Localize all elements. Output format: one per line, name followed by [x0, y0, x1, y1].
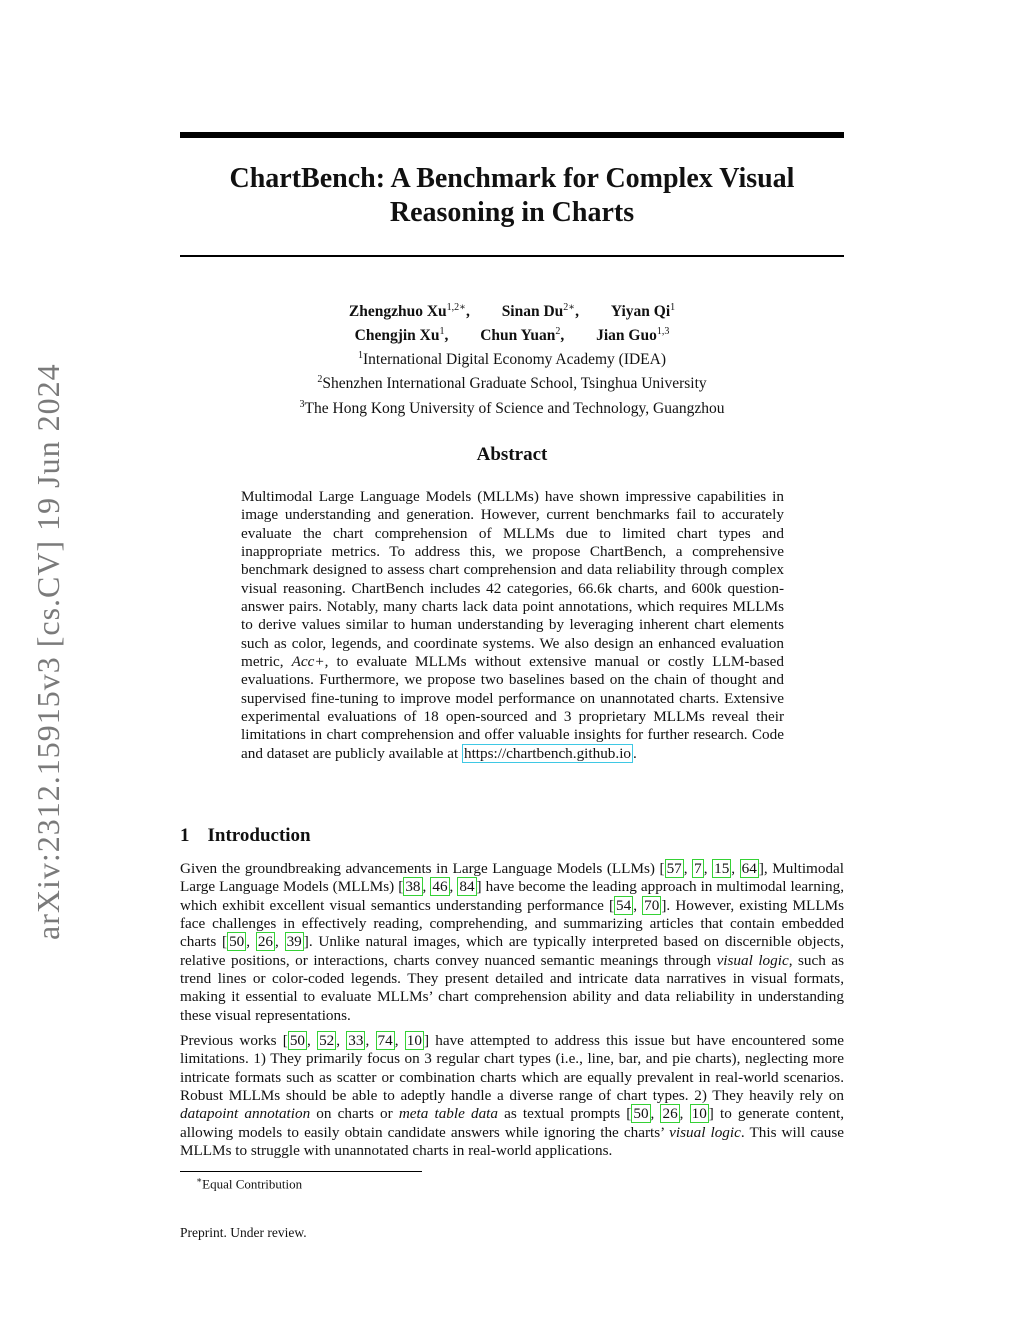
- author: Sinan $Du^{2∗}$,: [501, 302, 579, 321]
- author: Yiyan Qi$^1$: [610, 302, 676, 321]
- intro-paragraph-2: Previous works [ 50 , 52 , 33 , 74 , 10 ] have attempted to address this issue but have encountered some limitations. 1) They primarily focus on 3 regular chart types (i.e., line, bar, and pie charts), neglecting more intricate formats such as scatter or combination charts which are equally prevalent in real-world scenarios. Robust MLLMs should be able to adeptly handle a diverse range of chart types. 2) They heavily rely on datapoint annotation on charts or meta table data as textual prompts [ 50 , 26 , 10 ] to generate content, allowing models to easily obtain candidate answers while ignoring the charts’ visual logic. This will cause MLLMs to struggle with unannotated charts in real-world applications.: [180, 1032, 845, 1160]
- citation[interactable]: 10: [691, 1105, 707, 1123]
- abstract-text: Multimodal Large Language Models (MLLMs) have shown impressive capabilities in image understanding and generation. However, current benchmarks fail to accurately evaluate the chart comprehension of MLLMs due to limited chart types and inappropriate metrics. To address this, we propose ChartBench, a comprehensive benchmark designed to assess chart comprehension and data reliability through complex visual reasoning. ChartBench includes 42 categories, 66.6k charts, and 600k question-answer pairs. Notably, many charts lack data point annotations, which requires MLLMs to derive values similar to human understanding by leveraging inherent chart elements such as color, legends, and coordinate systems. We also design an enhanced evaluation metric, Acc+, to evaluate MLLMs without extensive manual or costly LLM-based evaluations. Furthermore, we propose two baselines based on the chain of thought and supervised fine-tuning to improve model performance on unannotated charts. Extensive experimental evaluations of 18 open-sourced and 3 proprietary MLLMs reveal their limitations in chart comprehension and offer valuable insights for further research. Code and dataset are publicly available at https://chartbench.github.io .: [241, 488, 784, 762]
- section-heading: [180, 825, 844, 847]
- citation[interactable]: 70: [644, 896, 660, 914]
- citation[interactable]: 50: [633, 1105, 649, 1123]
- affiliation: $^1$International Digital Economy Academy (IDEA): [357, 350, 666, 369]
- citation[interactable]: 84: [459, 878, 475, 896]
- citation[interactable]: 50: [289, 1032, 306, 1049]
- citation[interactable]: 38: [405, 878, 421, 896]
- author: Chun Yuan$^2$,: [480, 326, 565, 345]
- author: Zhengzhuo $Xu^{1,2∗}$,: [348, 302, 470, 321]
- title-line-2: Reasoning in Charts: [389, 197, 635, 228]
- section-number: 1: [180, 825, 190, 846]
- title-rule-bottom: [180, 255, 844, 257]
- citation[interactable]: 7: [694, 860, 702, 877]
- citation[interactable]: 15: [714, 860, 730, 877]
- citation[interactable]: 50: [229, 933, 245, 951]
- citation[interactable]: 10: [406, 1032, 422, 1049]
- citation[interactable]: 52: [319, 1032, 335, 1049]
- abstract-heading: Abstract: [476, 444, 548, 465]
- author-row-1: [180, 298, 844, 322]
- citation[interactable]: 33: [348, 1032, 364, 1049]
- citation[interactable]: 39: [286, 933, 302, 951]
- project-link[interactable]: https://chartbench.github.io: [463, 744, 632, 762]
- author: Jian Guo$^{1,3}$: [596, 326, 670, 345]
- citation[interactable]: 26: [662, 1105, 678, 1123]
- arxiv-identifier: arXiv:2312.15915v3 [cs.CV] 19 Jun 2024: [30, 363, 66, 940]
- citation[interactable]: 26: [257, 933, 274, 951]
- citation[interactable]: 57: [666, 860, 682, 877]
- affiliation: $^2$Shenzhen International Graduate School, Tsinghua University: [317, 374, 707, 393]
- citation[interactable]: 64: [741, 860, 757, 877]
- intro-paragraph-1: Given the groundbreaking advancements in Large Language Models (LLMs) [ 57 , 7 , 15 , 64 ], Multimodal Large Language Models (MLLMs) [ 38 , 46 , 84 ] have become the leading approach in multimodal learning, which exhibit excellent visual semantics understanding performance [ 54 , 70 ]. However, existing MLLMs face challenges in effectively reading, comprehending, and summarizing articles that contain embedded charts [ 50 , 26 , 39 ]. Unlike natural images, which are typically interpreted based on discernible objects, relative positions, or interactions, charts convey nuanced semantic meanings through visual logic, such as trend lines or color-coded legends. They present detailed and intricate data narratives in visual formats, making it essential to evaluate MLLMs’ chart comprehension ability and data reliability in understanding these visual representations.: [180, 860, 845, 1024]
- citation[interactable]: 54: [616, 896, 632, 914]
- citation[interactable]: 74: [377, 1032, 393, 1049]
- footnote-rule: [180, 1171, 422, 1172]
- section-title: Introduction: [207, 825, 311, 846]
- affiliation: $^3$The Hong Kong University of Science and Technology, Guangzhou: [299, 398, 725, 417]
- author-block: [180, 298, 844, 419]
- author: Chengjin Xu$^1$,: [354, 326, 449, 345]
- title-line-1: ChartBench: A Benchmark for Complex Visual: [229, 163, 795, 194]
- metric-name: Acc+: [291, 653, 325, 671]
- title-rule-top: [180, 132, 844, 138]
- author-row-2: [180, 322, 844, 346]
- paper-title: [180, 162, 844, 230]
- footnote: ∗Equal Contribution: [196, 1175, 303, 1192]
- preprint-notice: Preprint. Under review.: [180, 1225, 307, 1240]
- citation[interactable]: 46: [432, 878, 448, 896]
